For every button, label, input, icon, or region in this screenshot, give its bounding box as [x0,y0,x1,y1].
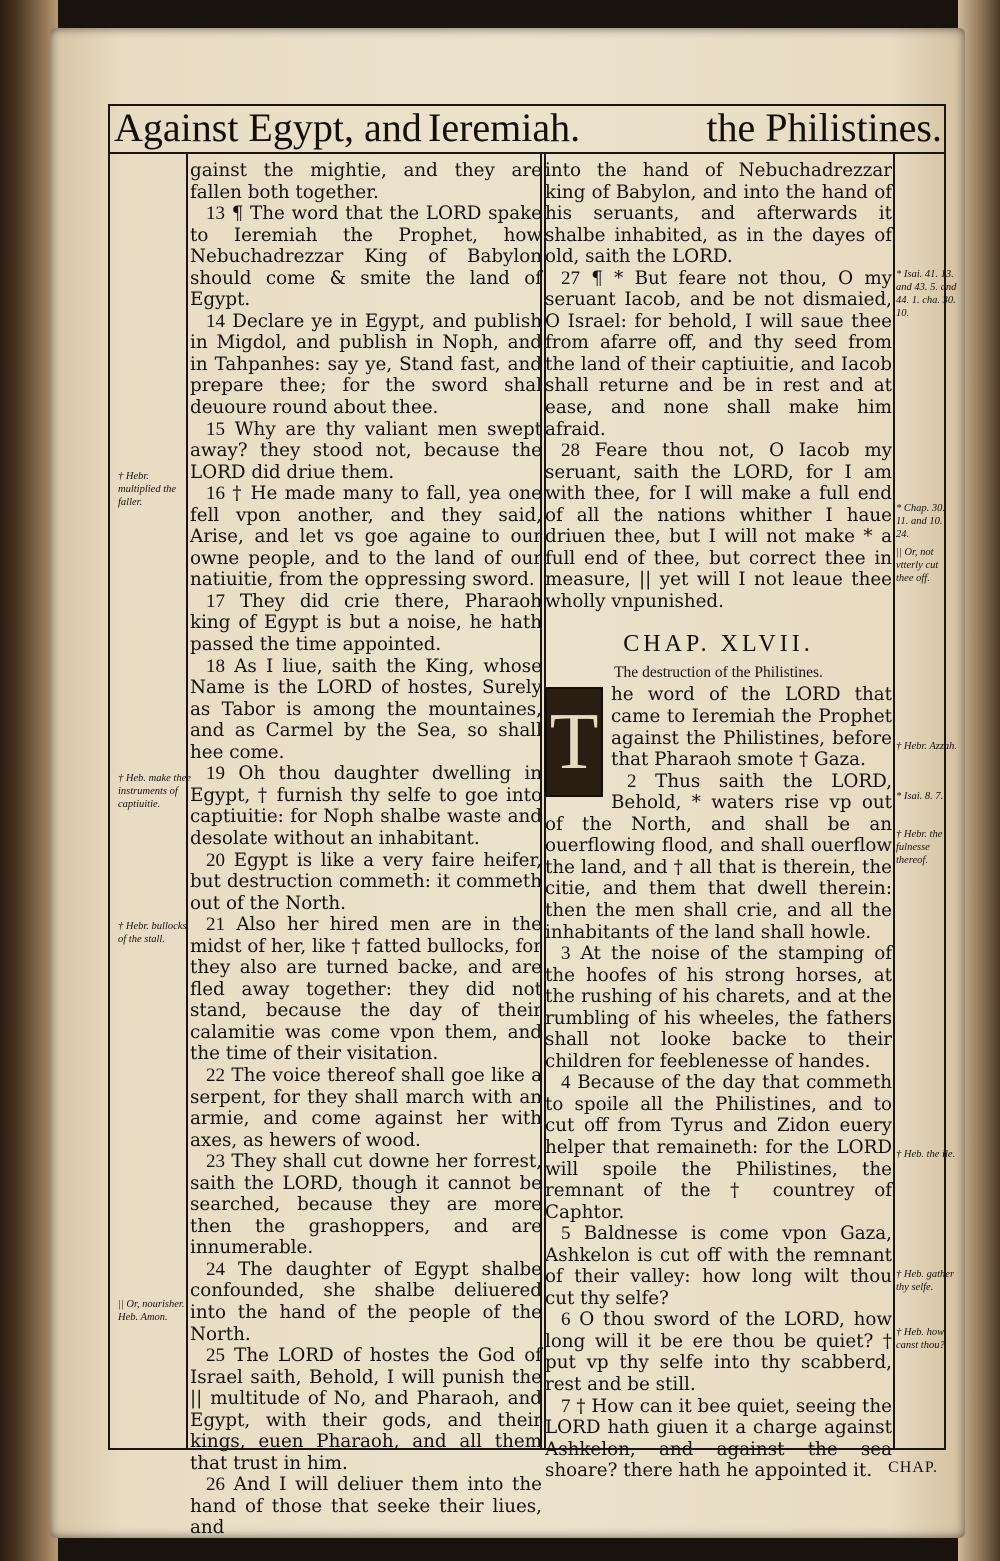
verse [545,1072,892,1223]
left-column [190,160,542,1539]
chapter-first-verse [545,684,892,787]
header-right: the Philistines. [706,105,942,150]
verse-number: 17 [206,590,225,612]
verse-text: And I will deliuer them into the hand of those that seeke their liues, and [190,1474,542,1539]
frame-left-rule [108,104,110,1450]
verse-text: Thus saith the LORD, Behold, * waters rise vp out of the North, and shall be an ouerflowing flood, and shall ouerflow the land, and † all that is therein, the citie, and them that dwell therein: then the men shall crie, and all the inhabitants of the land shall howle. [545,770,893,943]
verse-text: gainst the mightie, and they are fallen both together. [190,160,542,203]
first-verse-text: he word of the LORD that came to Ieremiah the Prophet against the Philistines, before that Pharaoh smote † Gaza. [611,684,892,771]
verse-number: 26 [206,1474,225,1496]
verse [190,203,542,311]
verse [545,268,892,440]
verse [190,1345,542,1474]
chapter-summary: The destruction of the Philistines. [614,664,823,682]
margin-note: † Heb. how canst thou? [896,1327,945,1351]
verse [190,591,542,656]
verse-number: 27 [561,267,580,289]
verse-number: 14 [206,310,225,332]
margin-note: † Heb. make thee instruments of captiuitie. [118,773,191,810]
verse [190,419,542,484]
verse-text: The voice thereof shall goe like a serpent, for they shall march with an armie, and come against her with axes, as hewers of wood. [190,1064,542,1151]
verse-text: Baldnesse is come vpon Gaza, Ashkelon is cut off with the remnant of their valley: how long wilt thou cut thy selfe? [545,1223,892,1309]
verse-text: Declare ye in Egypt, and publish in Migdol, and publish in Noph, and in Tahpanhes: say ye, Stand fast, and prepare thee; for the sword shal deuoure round about thee. [190,310,542,419]
verse [190,311,542,419]
header-book-title: Ieremiah. [428,105,581,150]
verse [190,1151,542,1259]
verse-text: They did crie there, Pharaoh king of Egypt is but a noise, he hath passed the time appointed. [190,590,542,656]
verse [190,483,542,591]
verse-text: They shall cut downe her forrest, saith the LORD, though it cannot be searched, because they are more then the grashoppers, and are innumerable. [190,1151,543,1259]
margin-note: † Hebr. bullocks of the stall. [118,921,187,945]
verse [545,1223,892,1309]
verse-text: Because of the day that commeth to spoile all the Philistines, and to cut off from Tyrus and Zidon euery helper that remaineth: for the LORD will spoile the Philistines, the remnant of the † countrey of Caphtor. [545,1072,892,1223]
verse-number: 24 [206,1258,225,1280]
verse-text: O thou sword of the LORD, how long will it be ere thou be quiet? † put vp thy selfe into thy scabberd, rest and be still. [545,1309,892,1395]
verse-text: ¶ * But feare not thou, O my seruant Iacob, and be not dismaied, O Israel: for behold, I will saue thee from afarre off, and thy seed from the land of their captiuitie, and Iacob shall returne and be in rest and at ease, and none shall make him afraid. [545,267,893,440]
header-bottom-rule [108,152,946,154]
right-column-bottom [545,771,892,1482]
verse-text: The daughter of Egypt shalbe confounded, she shalbe deliuered into the hand of the people of the North. [190,1258,542,1345]
margin-note: * Chap. 30. 11. and 10. 24. [896,503,946,540]
verse [545,1396,892,1482]
verse-text: Also her hired men are in the midst of her, like † fatted bullocks, for they also are turned backe, and are fled away together: they did not stand, because the day of their calamitie was come vpon them, and the time of their visitation. [190,914,543,1065]
margin-note: * Isai. 8. 7. [896,791,944,802]
verse [190,850,542,915]
verse-text: As I liue, saith the King, whose Name is the LORD of hostes, Surely as Tabor is among the mountaines, and as Carmel by the Sea, so shall hee come. [190,655,542,763]
verse [190,1065,542,1151]
margin-note: * Isai. 41. 13. and 43. 5. and 44. 1. cha. 30. 10. [896,269,957,319]
verse [190,656,542,764]
verse-text: † How can it bee quiet, seeing the LORD hath giuen it a charge against Ashkelon, and against the sea shoare? there hath he appointed it. [545,1395,892,1482]
margin-note: † Heb. the ile. [896,1149,956,1160]
verse-text: Feare thou not, O Iacob my seruant, saith the LORD, for I am with thee, for I will make a full end of all the nations whither I haue driuen thee, but I will not make * a full end of thee, but correct thee in measure, || yet will I not leaue thee wholly vnpunished. [545,440,893,612]
header-left: Against Egypt, and [114,105,422,150]
verse-text: Egypt is like a very faire heifer, but destruction commeth: it commeth out of the North. [190,849,542,914]
margin-note: † Hebr. multiplied the faller. [118,471,177,508]
margin-right-rule [893,152,895,1448]
verse-number: 25 [206,1345,225,1367]
verse-number: 21 [206,914,225,936]
margin-note: † Hebr. the fulnesse thereof. [896,829,943,866]
chapter-heading: CHAP. XLVII. [623,631,814,658]
verse [190,1259,542,1345]
verse-number: 22 [206,1064,225,1086]
margin-note: || Or, nourisher. Heb. Amon. [118,1299,185,1323]
verse-number: 3 [561,943,571,965]
margin-note: † Hebr. Azzah. [896,741,958,752]
margin-note: † Heb. gather thy selfe. [896,1269,955,1293]
verse-number: 2 [627,770,637,792]
running-header [108,104,948,152]
verse [545,440,892,612]
verse-text: ¶ The word that the LORD spake to Ieremiah the Prophet, how Nebuchadrezzar King of Babylon should come & smite the land of Egypt. [190,203,542,311]
decorated-initial: T [545,687,603,797]
verse-number: 5 [561,1223,571,1245]
verse-number: 7 [561,1395,571,1417]
verse [545,160,892,268]
verse-number: 16 [206,483,225,505]
verse [190,914,542,1065]
margin-note: || Or, not vtterly cut thee off. [896,547,939,584]
verse-number: 13 [206,203,225,225]
verse [545,943,892,1072]
verse-number: 15 [206,418,225,440]
verse-number: 19 [206,763,225,785]
verse-number: 18 [206,655,225,677]
right-column-top [545,160,892,612]
verse [190,1474,542,1539]
verse-number: 4 [561,1072,571,1094]
verse-text: † He made many to fall, yea one fell vpon another, and they said, Arise, and let vs goe againe to our owne people, and to the land of our natiuitie, from the oppressing sword. [190,483,542,591]
verse-number: 6 [561,1309,571,1331]
verse-text: Why are thy valiant men swept away? they stood not, because the LORD did driue them. [190,418,543,483]
verse [545,1309,892,1395]
verse-number: 23 [206,1151,225,1173]
verse-text: into the hand of Nebuchadrezzar king of Babylon, and into the hand of his seruants, and afterwards it shalbe inhabited, as in the dayes of old, saith the LORD. [545,160,892,268]
right-column [545,160,892,1482]
verse-number: 20 [206,849,225,871]
verse-text: The LORD of hostes the God of Israel saith, Behold, I will punish the || multitude of No, and Pharaoh, and Egypt, with their gods, and their kings, euen Pharaoh, and all them that trust in him. [190,1345,542,1474]
catchword: CHAP. [888,1459,938,1476]
verse [190,160,542,203]
verse-text: Oh thou daughter dwelling in Egypt, † furnish thy selfe to goe into captiuitie: for Noph shalbe waste and desolate without an inhabitant. [190,763,542,849]
verse [190,763,542,849]
verse-text: At the noise of the stamping of the hoofes of his strong horses, at the rushing of his charets, and at the rumbling of his wheeles, the fathers shall not looke backe to their children for feeblenesse of handes. [545,943,892,1072]
verse-number: 28 [561,440,580,462]
